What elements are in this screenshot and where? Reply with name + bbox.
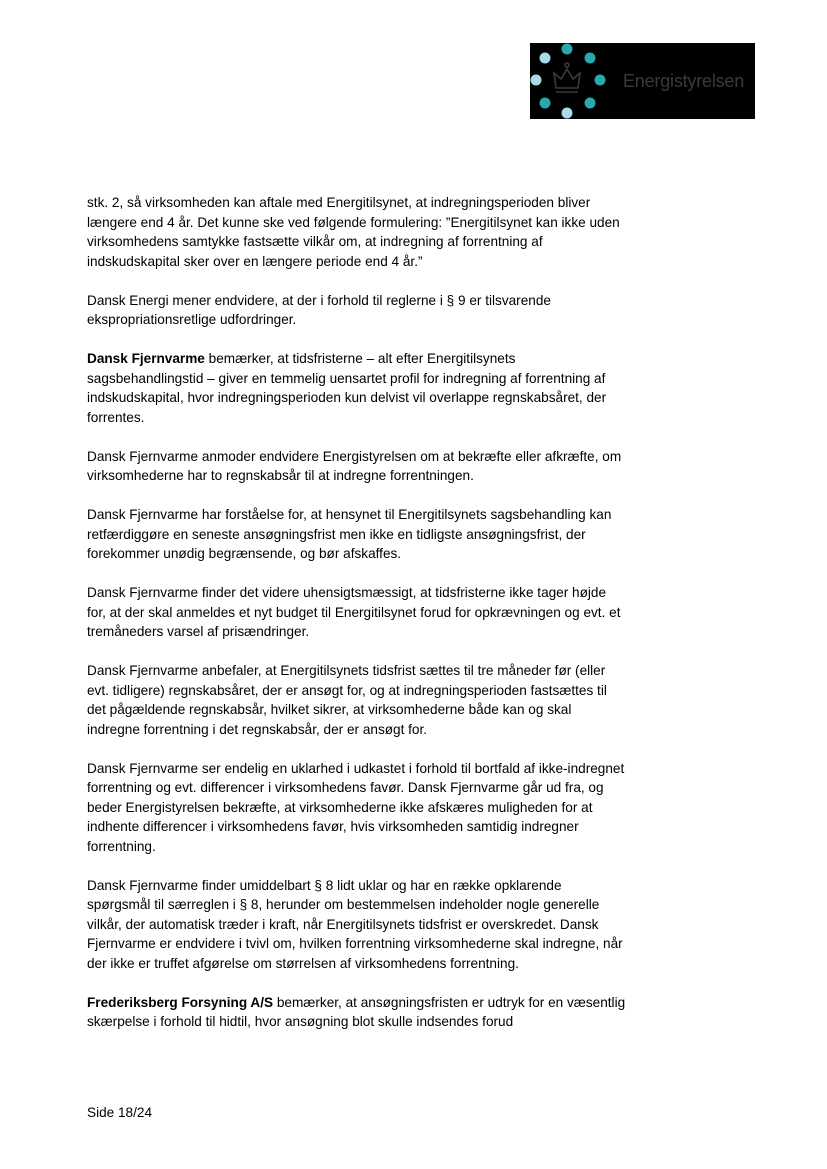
organization-name: Dansk Fjernvarme <box>87 351 205 366</box>
document-body <box>87 193 627 1051</box>
organization-name: Frederiksberg Forsyning A/S <box>87 994 274 1010</box>
paragraph: Dansk Energi mener endvidere, at der i forhold til reglerne i § 9 er tilsvarende ekspropriationsretlige udfordringer. <box>87 292 551 327</box>
paragraph: Dansk Fjernvarme ser endelig en uklarhed i udkastet i forhold til bortfald af ikke-indregnet forrentning og evt. differencer i virksomhedens favør. Dansk Fjernvarme går ud fra, og beder Energistyrelsen bekræfte, at virksomhederne ikke afskæres muligheden for at indhente differencer i virksomhedens favør, hvis virksomheden samtidig indregner forrentning. <box>87 760 625 854</box>
paragraph: Dansk Fjernvarme finder det videre uhensigtsmæssigt, at tidsfristerne ikke tager højde for, at der skal anmeldes et nyt budget til Energitilsynet forud for opkrævningen og evt. et tremåneders varsel af prisændringer. <box>87 585 621 639</box>
paragraph <box>87 349 627 427</box>
paragraph <box>87 993 627 1032</box>
paragraph: Dansk Fjernvarme anbefaler, at Energitilsynets tidsfrist sættes til tre måneder før (eller evt. tidligere) regnskabsåret, der er ansøgt for, og at indregningsperioden fastsættes til det pågældende regnskabsår, hvilket sikrer, at virksomhederne både kan og skal indregne forrentning i det regnskabsår, der er ansøgt for. <box>87 663 607 737</box>
paragraph-text: bemærker, at tidsfristerne – alt efter Energitilsynets sagsbehandlingstid – giver en temmelig uensartet profil for indregning af forrentning af indskudskapital, hvor indregningsperioden kun delvist vil overlappe regnskabsåret, der forrentes. <box>87 351 607 425</box>
paragraph: stk. 2, så virksomheden kan aftale med Energitilsynet, at indregningsperioden bliver længere end 4 år. Det kunne ske ved følgende formulering: ”Energitilsynet kan ikke uden virksomhedens samtykke fastsætte vilkår om, at indregning af forrentning af indskudskapital sker over en længere periode end 4 år.” <box>87 195 620 269</box>
paragraph: Dansk Fjernvarme finder umiddelbart § 8 lidt uklar og har en række opklarende spørgsmål til særreglen i § 8, herunder om bestemmelsen indeholder nogle generelle vilkår, der automatisk træder i kraft, når Energitilsynets tidsfrist er overskredet. Dansk Fjernvarme er endvidere i tvivl om, hvilken forrentning virksomhederne skal indregne, når der ikke er truffet afgørelse om størrelsen af virksomhedens forrentning. <box>87 877 623 971</box>
logo-text: Energistyrelsen <box>623 71 745 91</box>
paragraph-text: bemærker, at ansøgningsfristen er udtryk for en væsentlig skærpelse i forhold til hidtil, hvor ansøgning blot skulle indsendes forud <box>87 994 626 1029</box>
paragraph: Dansk Fjernvarme anmoder endvidere Energistyrelsen om at bekræfte eller afkræfte, om virksomhederne har to regnskabsår til at indregne forrentningen. <box>87 448 622 483</box>
energistyrelsen-logo <box>530 43 755 119</box>
paragraph: Dansk Fjernvarme har forståelse for, at hensynet til Energitilsynets sagsbehandling kan retfærdiggøre en seneste ansøgningsfrist men ikke en tidligste ansøgningsfrist, der forekommer unødig begrænsende, og bør afskaffes. <box>87 507 612 561</box>
page-number: Side 18/24 <box>87 1105 153 1120</box>
